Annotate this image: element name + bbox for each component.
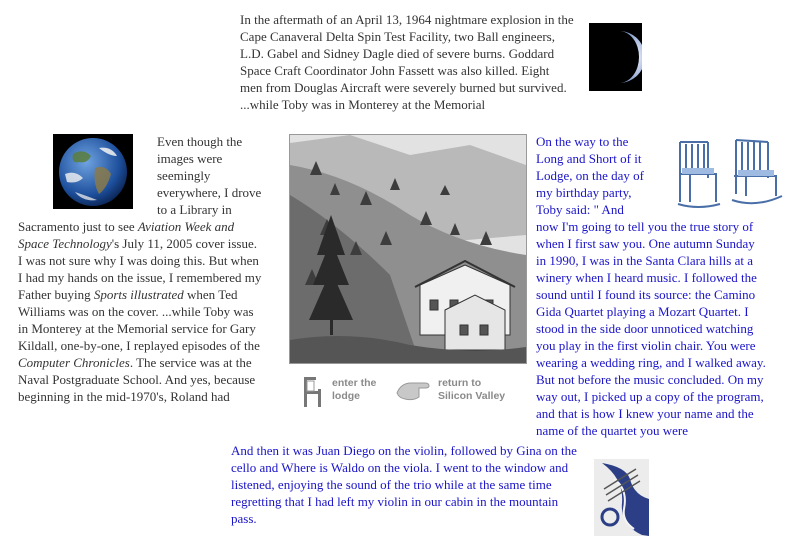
bottom-paragraph: And then it was Juan Diego on the violin, followed by Gina on the cello and Where is Waldo on the viola. I went to the window and listened, enjoying the sound of the trio while at the same time regretting that I had left my violin in our cabin in the mountain pass. xyxy=(231,443,577,526)
computer-chronicles-title: Computer Chronicles xyxy=(18,355,130,370)
left-paragraph: Even though the images were seemingly everywhere, I drove to a Library in Sacramento just to see Aviation Week and Space Technology's July 11, 2005 cover issue. I was not sure why I was doing this. But when I had my hands on the issue, I remembered my Father buying Sports illustrated when Ted Williams was on the cover. ...while Toby was in Monterey at the Memorial service for Gary Kildall, one-by-one, I replayed episodes of the Computer Chronicles. The service was at the Naval Postgraduate School. And yes, because beginning in the mid-1970's, Roland had xyxy=(18,134,262,404)
top-paragraph: In the aftermath of an April 13, 1964 nightmare explosion in the Cape Canaveral Delta Spin Test Facility, two Ball engineers, L.D. Gabel and Sidney Dagle died of severe burns. Goddard Space Craft Coordinator John Fassett was also killed. Eight men from Douglas Aircraft were severely burned but survived. ...while Toby was in Monterey at the Memorial xyxy=(240,12,574,112)
mountain-village-engraving xyxy=(289,134,527,364)
return-silicon-valley-link[interactable]: return to Silicon Valley xyxy=(395,375,530,411)
enter-lodge-link[interactable]: enter the lodge xyxy=(300,375,392,411)
crescent-moon-image xyxy=(589,23,642,91)
right-paragraph: On the way to the Long and Short of it Lodge, on the day of my birthday party, Toby said: " And now I'm going to tell you the true story of when I first saw you. One autumn Sunday in 1990, I was in the Santa Clara hills at a winery when I heard music. I followed the sound until I found its source: the Camino Gida Quartet playing a Mozart Quartet. I stood in the side door unnoticed watching you play in the first violin chair. You were wearing a wedding ring, and I walked away. But not before the music concluded. On my way out, I picked up a copy of the program, and that is how I knew your name and the name of the quartet you were xyxy=(536,134,766,438)
sports-illustrated-title: Sports illustrated xyxy=(93,287,184,302)
violin-scroll-image xyxy=(594,459,649,536)
hand-icon xyxy=(395,375,433,403)
aviation-week-title: Aviation Week and Space Technology xyxy=(18,219,235,251)
chair-icon xyxy=(300,375,326,409)
nav-links xyxy=(300,375,530,415)
